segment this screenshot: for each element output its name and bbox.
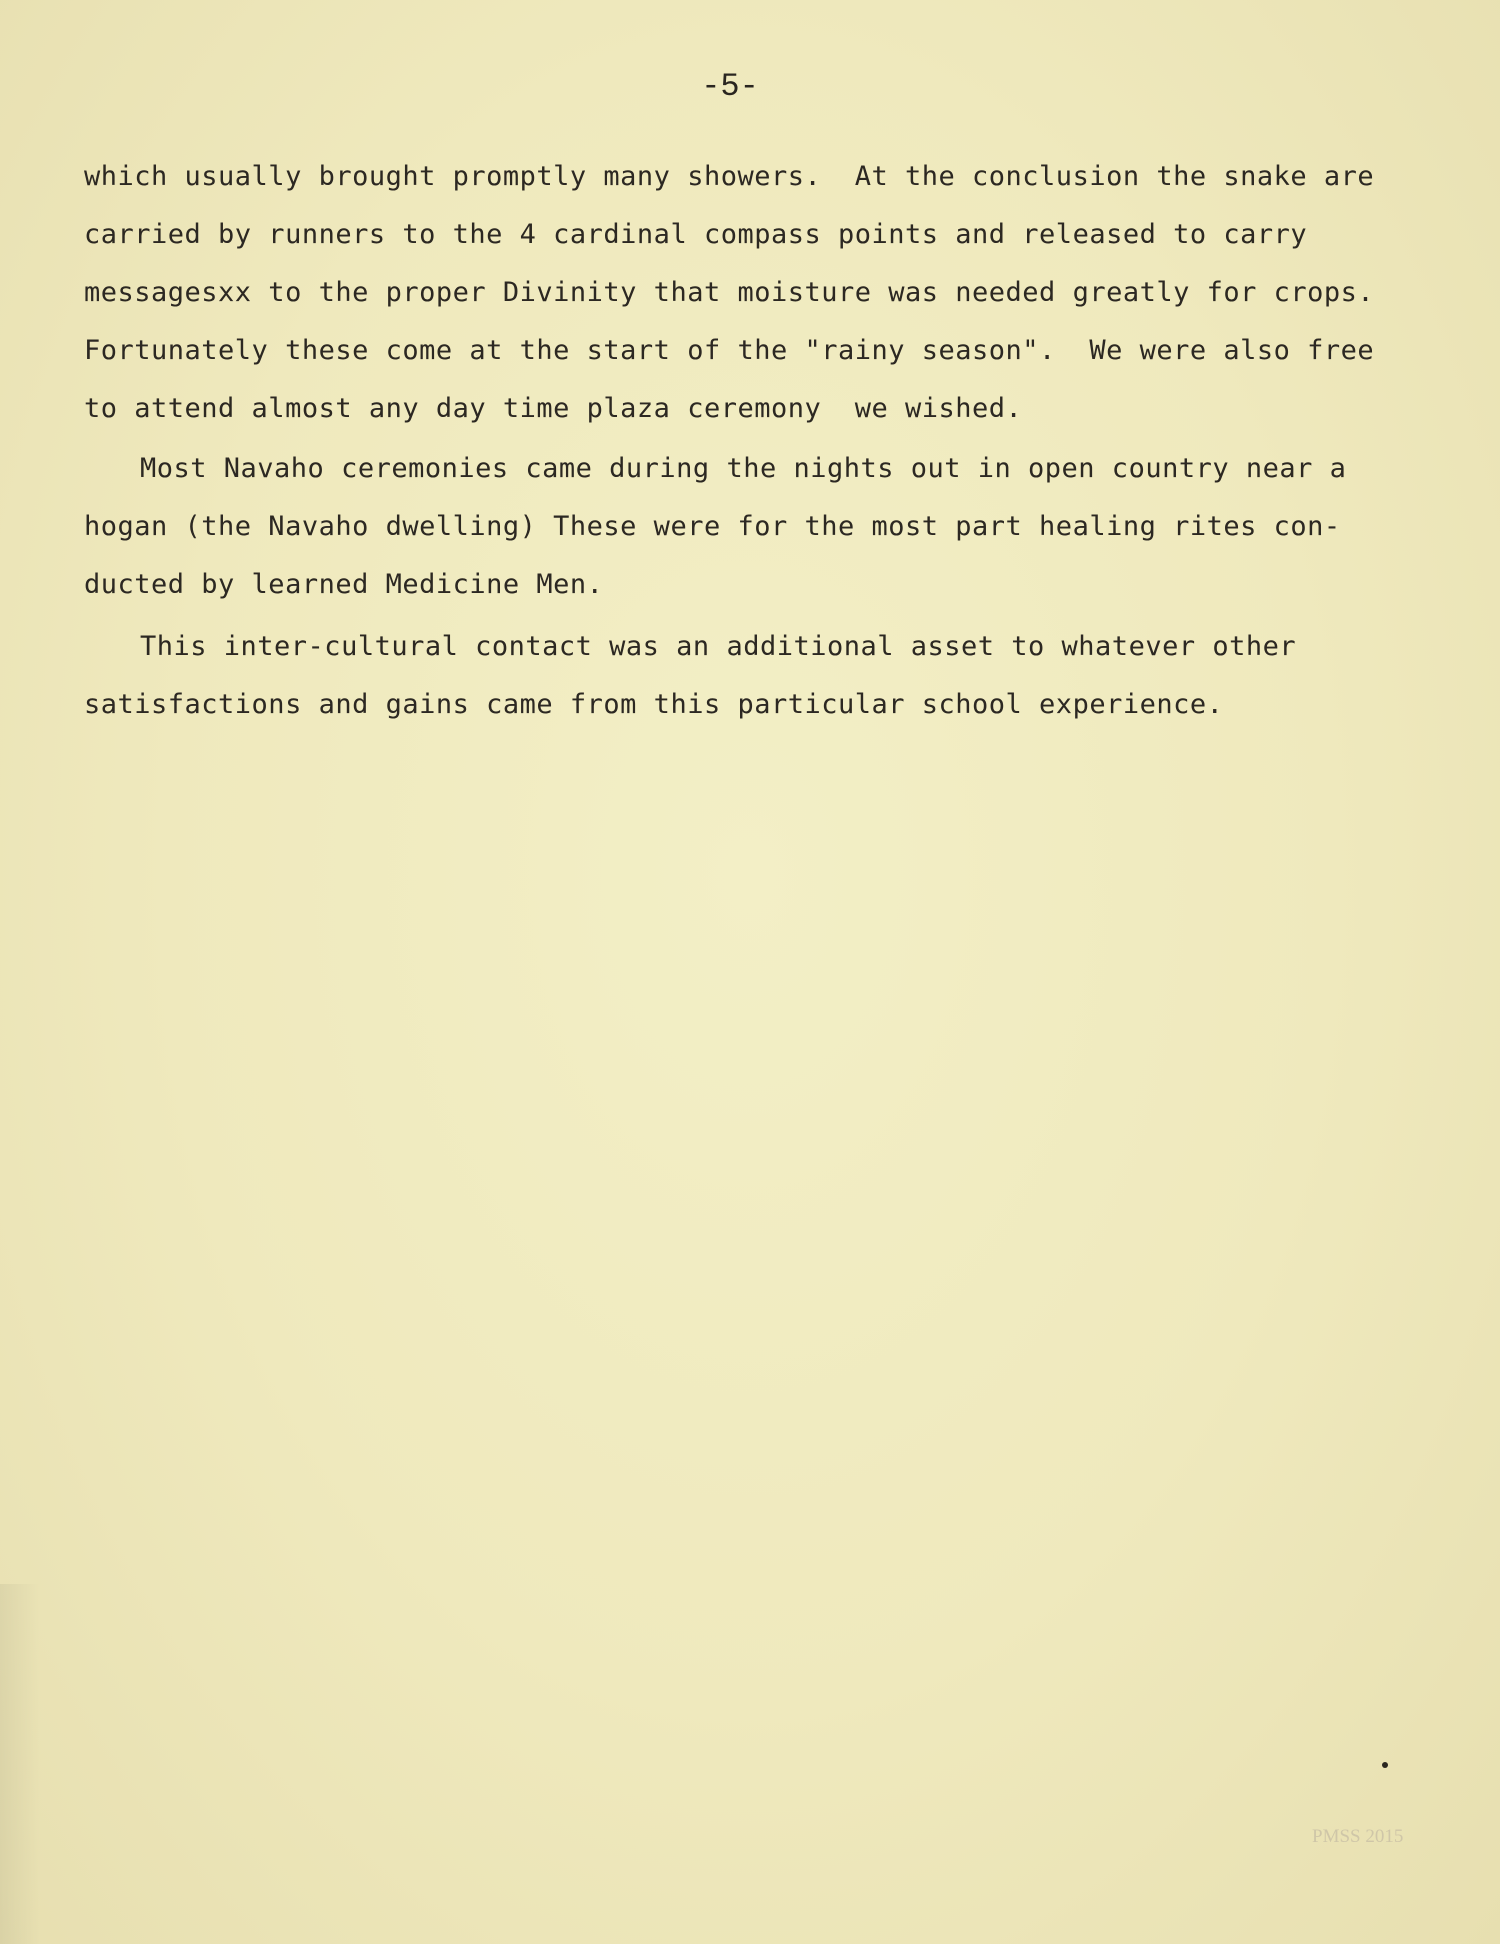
text-line: ducted by learned Medicine Men. — [84, 569, 604, 600]
text-line: satisfactions and gains came from this particular school experience. — [84, 689, 1224, 720]
archive-watermark: PMSS 2015 — [1312, 1826, 1404, 1847]
text-line: Most Navaho ceremonies came during the nights out in open country near a — [140, 453, 1347, 484]
text-line: hogan (the Navaho dwelling) These were for the most part healing rites con- — [84, 511, 1341, 542]
typed-text-body — [0, 0, 1500, 760]
text-line: Fortunately these come at the start of the "rainy season". We were also free — [84, 335, 1375, 366]
text-line: carried by runners to the 4 cardinal compass points and released to carry — [84, 219, 1308, 250]
text-line: messagesxx to the proper Divinity that moisture was needed greatly for crops. — [84, 277, 1375, 308]
text-line: to attend almost any day time plaza ceremony we wished. — [84, 393, 1023, 424]
page-edge-shadow — [0, 1584, 40, 1944]
page-number: -5- — [701, 68, 759, 105]
ink-speck — [1382, 1762, 1388, 1768]
text-line: This inter-cultural contact was an additional asset to whatever other — [140, 631, 1297, 662]
text-line: which usually brought promptly many showers. At the conclusion the snake are — [84, 161, 1375, 192]
